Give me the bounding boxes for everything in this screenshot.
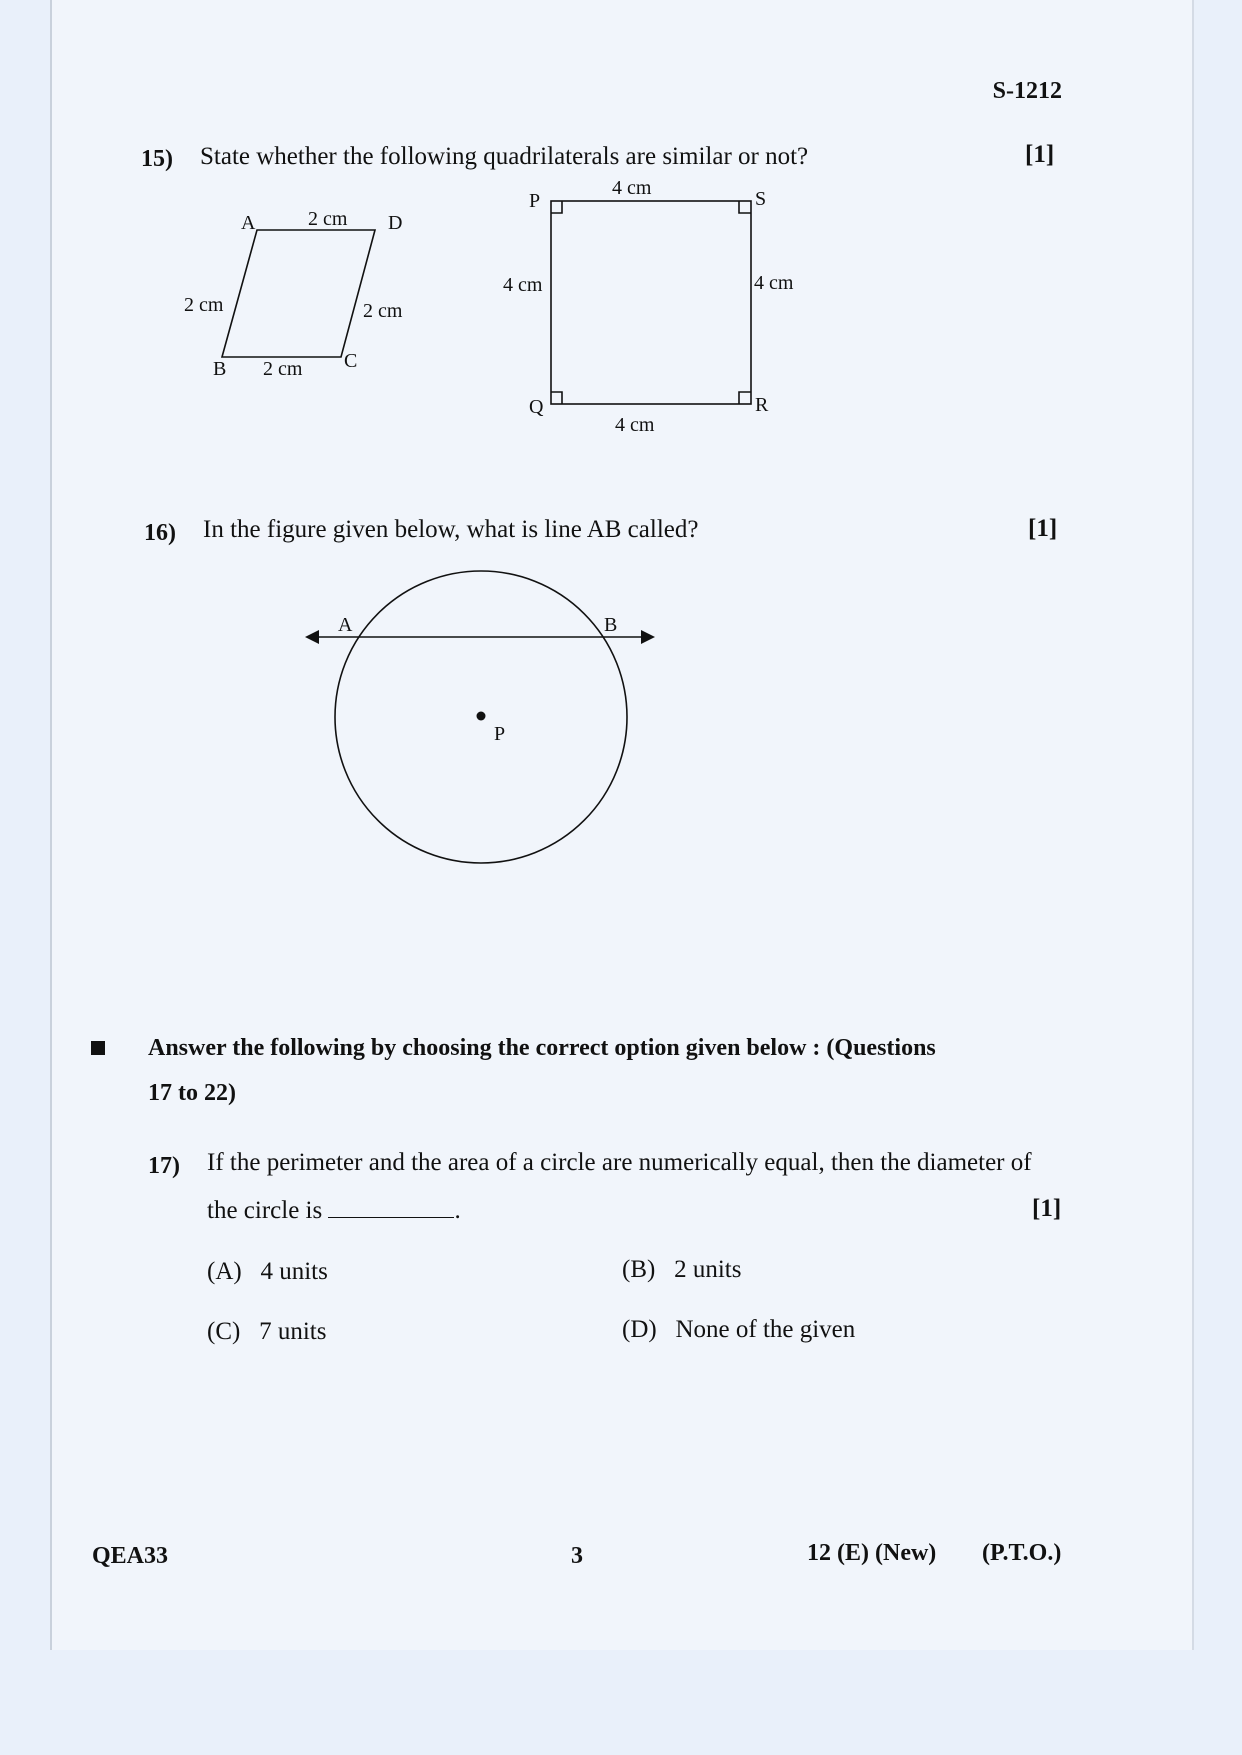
q15-marks: [1] bbox=[1025, 141, 1055, 168]
instruction-line1: Answer the following by choosing the correct option given below : (Questions bbox=[148, 1035, 936, 1061]
q17-marks: [1] bbox=[1032, 1195, 1062, 1222]
vertex-s: S bbox=[755, 188, 767, 210]
side-pq-length: 4 cm bbox=[503, 274, 543, 296]
page-number: 3 bbox=[571, 1543, 583, 1569]
option-a[interactable] bbox=[207, 1258, 328, 1286]
side-ad-length: 2 cm bbox=[308, 208, 348, 230]
vertex-p: P bbox=[529, 190, 541, 212]
q17-text-line1: If the perimeter and the area of a circle are numerically equal, then the diameter of bbox=[207, 1149, 1032, 1176]
vertex-r: R bbox=[755, 394, 769, 416]
option-a-text: 4 units bbox=[260, 1258, 328, 1285]
option-a-label: (A) bbox=[207, 1258, 242, 1285]
q15-text: State whether the following quadrilaterals are similar or not? bbox=[200, 143, 809, 170]
side-bc-length: 2 cm bbox=[263, 358, 303, 380]
vertex-b: B bbox=[213, 358, 227, 380]
option-b-label: (B) bbox=[622, 1256, 656, 1283]
side-dc-length: 2 cm bbox=[363, 300, 403, 322]
option-c-text: 7 units bbox=[259, 1318, 327, 1345]
footer-pto: (P.T.O.) bbox=[982, 1540, 1062, 1566]
point-p-label: P bbox=[494, 723, 506, 745]
paper-code: S-1212 bbox=[992, 78, 1062, 104]
vertex-d: D bbox=[388, 212, 403, 234]
footer-edition: 12 (E) (New) bbox=[807, 1540, 937, 1566]
option-d-text: None of the given bbox=[675, 1316, 856, 1343]
q17-text-line2 bbox=[207, 1197, 461, 1225]
answer-blank bbox=[328, 1217, 454, 1218]
vertex-q: Q bbox=[529, 396, 544, 418]
side-sr-length: 4 cm bbox=[754, 272, 794, 294]
q15-number: 15) bbox=[141, 146, 173, 172]
arrow-left-icon bbox=[305, 630, 319, 644]
option-c-label: (C) bbox=[207, 1318, 241, 1345]
side-ps-length: 4 cm bbox=[612, 177, 652, 199]
bullet-square bbox=[91, 1041, 105, 1055]
footer-code: QEA33 bbox=[92, 1543, 169, 1569]
arrow-right-icon bbox=[641, 630, 655, 644]
q16-number: 16) bbox=[144, 520, 176, 546]
q16-marks: [1] bbox=[1028, 515, 1058, 542]
option-d-label: (D) bbox=[622, 1316, 657, 1343]
vertex-c: C bbox=[344, 350, 358, 372]
option-b[interactable] bbox=[622, 1256, 741, 1284]
point-a-label: A bbox=[338, 614, 353, 636]
point-b-label: B bbox=[604, 614, 618, 636]
vertex-a: A bbox=[241, 212, 256, 234]
instruction-line2: 17 to 22) bbox=[148, 1080, 236, 1106]
center-point-p bbox=[477, 712, 486, 721]
q17-number: 17) bbox=[148, 1153, 180, 1179]
q17-period: . bbox=[454, 1197, 461, 1224]
q17-text-line2-words: the circle is bbox=[207, 1197, 323, 1224]
option-b-text: 2 units bbox=[674, 1256, 742, 1283]
side-qr-length: 4 cm bbox=[615, 414, 655, 436]
option-c[interactable] bbox=[207, 1318, 326, 1346]
option-d[interactable] bbox=[622, 1316, 855, 1344]
q16-text: In the figure given below, what is line AB called? bbox=[203, 516, 699, 543]
side-ab-length: 2 cm bbox=[184, 294, 224, 316]
